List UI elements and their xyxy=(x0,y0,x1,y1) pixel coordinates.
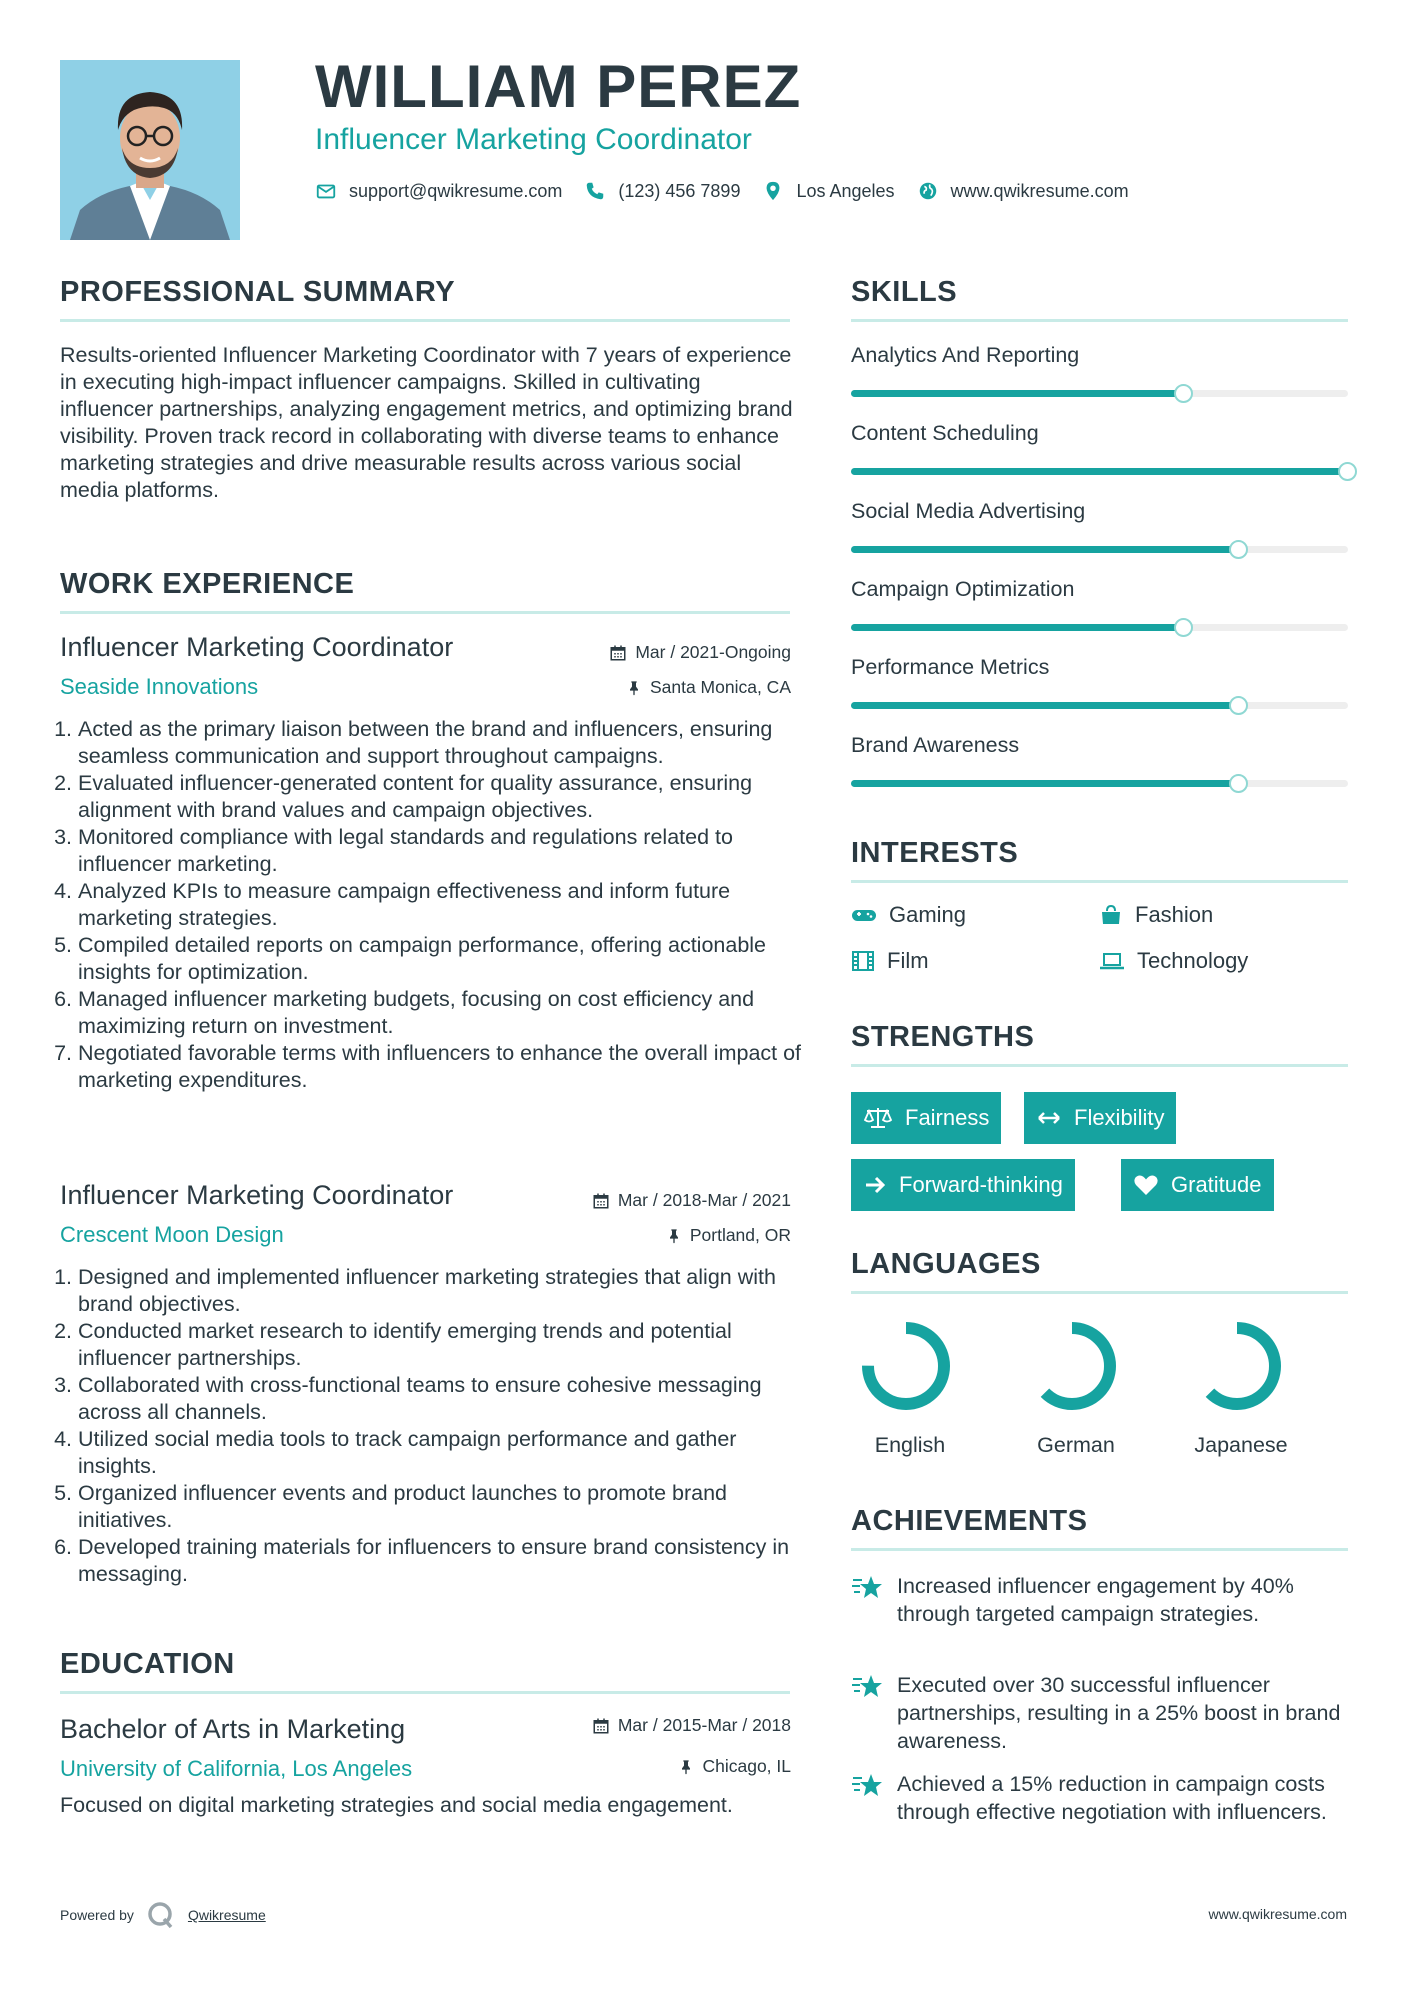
job-company: Crescent Moon Design xyxy=(60,1222,284,1247)
achievement-text: Executed over 30 successful influencer partnerships, resulting in a 25% boost in brand awareness. xyxy=(897,1673,1341,1753)
language-ring xyxy=(1189,1318,1285,1414)
job-bullet: 1. Acted as the primary liaison between the brand and influencers, ensuring seamless communication and support throughout campaigns. xyxy=(78,716,813,770)
interest-label: Gaming xyxy=(889,902,967,927)
education-dates xyxy=(592,1715,791,1736)
job-bullet: 7. Negotiated favorable terms with influencers to enhance the overall impact of marketing expenditures. xyxy=(78,1040,813,1094)
skill-fill xyxy=(851,390,1184,397)
skill-track xyxy=(851,546,1348,553)
skill-knob xyxy=(1229,540,1248,559)
interests-heading: INTERESTS xyxy=(851,837,1019,869)
job-bullet: 4. Analyzed KPIs to measure campaign effectiveness and inform future marketing strategies. xyxy=(78,878,813,932)
job-location xyxy=(666,1225,791,1246)
skill-fill xyxy=(851,780,1239,787)
achievement-item xyxy=(851,1572,1351,1628)
job-bullet: 1. Designed and implemented influencer marketing strategies that align with brand objectives. xyxy=(78,1264,813,1318)
achievement-text: Increased influencer engagement by 40% through targeted campaign strategies. xyxy=(897,1574,1294,1626)
job-bullet: 3. Monitored compliance with legal standards and regulations related to influencer marketing. xyxy=(78,824,813,878)
language-ring-arc xyxy=(1199,1328,1275,1404)
job-title: Influencer Marketing Coordinator xyxy=(60,1180,454,1210)
calendar-icon xyxy=(592,1192,610,1210)
skill-track xyxy=(851,390,1348,397)
qwikresume-logo-icon xyxy=(146,1900,176,1930)
achievement-item xyxy=(851,1770,1351,1826)
language-ring-arc xyxy=(1034,1328,1110,1404)
footer-powered-by xyxy=(60,1900,266,1930)
skill-name: Campaign Optimization xyxy=(851,577,1075,601)
experience-heading: WORK EXPERIENCE xyxy=(60,568,355,600)
profile-photo xyxy=(60,60,240,240)
skill-track xyxy=(851,468,1348,475)
education-school: University of California, Los Angeles xyxy=(60,1756,413,1781)
strength-chip xyxy=(851,1159,1075,1211)
pushpin-icon xyxy=(678,1758,694,1776)
job-bullet: 6. Developed training materials for influencers to ensure brand consistency in messaging. xyxy=(78,1534,813,1588)
skill-fill xyxy=(851,702,1239,709)
language-ring xyxy=(858,1318,954,1414)
achievements-rule xyxy=(851,1548,1348,1551)
skills-rule xyxy=(851,319,1348,322)
job-bullet: 6. Managed influencer marketing budgets, focusing on cost efficiency and maximizing return on investment. xyxy=(78,986,813,1040)
language-ring xyxy=(1024,1318,1120,1414)
powered-by-brand[interactable]: Qwikresume xyxy=(187,1907,266,1923)
job-company: Seaside Innovations xyxy=(60,674,259,699)
skill-knob xyxy=(1229,696,1248,715)
skill-name: Brand Awareness xyxy=(851,733,1020,757)
arrows-horizontal-icon xyxy=(1036,1106,1062,1130)
job-location xyxy=(626,677,791,698)
job-bullet: 5. Organized influencer events and product launches to promote brand initiatives. xyxy=(78,1480,813,1534)
experience-rule xyxy=(60,611,790,614)
summary-rule xyxy=(60,319,790,322)
interest-label: Fashion xyxy=(1135,902,1214,927)
candidate-title: Influencer Marketing Coordinator xyxy=(315,123,752,156)
balance-scale-icon xyxy=(863,1106,893,1130)
education-location xyxy=(678,1756,791,1777)
interests-rule xyxy=(851,880,1348,883)
strength-label: Forward-thinking xyxy=(899,1172,1063,1197)
achievements-heading: ACHIEVEMENTS xyxy=(851,1505,1088,1537)
education-description: Focused on digital marketing strategies and social media engagement. xyxy=(60,1793,733,1817)
skills-heading: SKILLS xyxy=(851,276,958,308)
education-rule xyxy=(60,1691,790,1694)
skill-track xyxy=(851,780,1348,787)
language-label: German xyxy=(1037,1433,1115,1457)
job-location-text: Portland, OR xyxy=(689,1225,791,1245)
envelope-icon xyxy=(315,180,337,202)
skill-track xyxy=(851,624,1348,631)
language-label: Japanese xyxy=(1194,1433,1288,1457)
language-label: English xyxy=(874,1433,946,1457)
interest-item xyxy=(851,948,929,974)
job-bullet: 2. Conducted market research to identify emerging trends and potential influencer partnerships. xyxy=(78,1318,813,1372)
laptop-icon xyxy=(1099,949,1125,973)
languages-heading: LANGUAGES xyxy=(851,1248,1041,1280)
skill-knob xyxy=(1174,384,1193,403)
languages-rule xyxy=(851,1291,1348,1294)
job-dates-text: Mar / 2021-Ongoing xyxy=(635,642,791,662)
achievement-text: Achieved a 15% reduction in campaign costs through effective negotiation with influencers. xyxy=(897,1772,1327,1824)
job-bullet: 3. Collaborated with cross-functional teams to ensure cohesive messaging across all channels. xyxy=(78,1372,813,1426)
job-bullets xyxy=(60,1264,813,1588)
pushpin-icon xyxy=(666,1227,682,1245)
skill-fill xyxy=(851,468,1348,475)
strength-chip xyxy=(1024,1092,1176,1144)
skill-name: Performance Metrics xyxy=(851,655,1050,679)
strength-label: Fairness xyxy=(905,1105,990,1130)
candidate-name: WILLIAM PEREZ xyxy=(315,53,802,120)
skill-fill xyxy=(851,624,1184,631)
education-degree: Bachelor of Arts in Marketing xyxy=(60,1714,406,1744)
strength-label: Gratitude xyxy=(1171,1172,1262,1197)
interest-label: Film xyxy=(887,948,929,973)
calendar-icon xyxy=(609,644,627,662)
shooting-star-icon xyxy=(851,1772,883,1800)
contact-email[interactable]: support@qwikresume.com xyxy=(349,180,563,201)
education-location-text: Chicago, IL xyxy=(702,1756,791,1776)
strength-chip xyxy=(1121,1159,1274,1211)
job-location-text: Santa Monica, CA xyxy=(649,677,791,697)
achievement-item xyxy=(851,1671,1351,1755)
phone-icon xyxy=(584,180,606,202)
job-bullet: 2. Evaluated influencer-generated content for quality assurance, ensuring alignment with brand values and campaign objectives. xyxy=(78,770,813,824)
skill-name: Content Scheduling xyxy=(851,421,1039,445)
skill-knob xyxy=(1338,462,1357,481)
summary-text: Results-oriented Influencer Marketing Coordinator with 7 years of experience in executing high-impact influencer campaigns. Skilled in cultivating influencer partnerships, analyzing engagement metrics, and optimizing brand visibility. Proven track record in collaborating with diverse teams to enhance marketing strategies and drive measurable results across various social media platforms. xyxy=(60,343,793,502)
strengths-rule xyxy=(851,1064,1348,1067)
arrow-right-icon xyxy=(863,1173,887,1197)
footer-website[interactable]: www.qwikresume.com xyxy=(1208,1906,1347,1922)
job-dates-text: Mar / 2018-Mar / 2021 xyxy=(617,1190,791,1210)
contact-location: Los Angeles xyxy=(796,180,895,201)
film-icon xyxy=(851,949,875,973)
contact-website[interactable]: www.qwikresume.com xyxy=(950,180,1129,201)
contact-bar xyxy=(315,180,1151,202)
language-ring-arc xyxy=(868,1328,944,1404)
skill-knob xyxy=(1174,618,1193,637)
skill-knob xyxy=(1229,774,1248,793)
shooting-star-icon xyxy=(851,1574,883,1602)
interest-item xyxy=(1099,902,1213,928)
job-bullet: 4. Utilized social media tools to track campaign performance and gather insights. xyxy=(78,1426,813,1480)
interest-label: Technology xyxy=(1137,948,1249,973)
job-bullet: 5. Compiled detailed reports on campaign performance, offering actionable insights for optimization. xyxy=(78,932,813,986)
gamepad-icon xyxy=(851,905,877,925)
education-dates-text: Mar / 2015-Mar / 2018 xyxy=(617,1715,791,1735)
job-dates xyxy=(609,642,791,663)
heart-icon xyxy=(1133,1173,1159,1197)
strength-label: Flexibility xyxy=(1074,1105,1165,1130)
job-bullets xyxy=(60,716,813,1094)
shooting-star-icon xyxy=(851,1673,883,1701)
pushpin-icon xyxy=(626,679,642,697)
strength-chip xyxy=(851,1092,1001,1144)
map-marker-icon xyxy=(762,180,784,202)
skill-name: Analytics And Reporting xyxy=(851,343,1080,367)
strengths-heading: STRENGTHS xyxy=(851,1021,1035,1053)
calendar-icon xyxy=(592,1717,610,1735)
contact-phone[interactable]: (123) 456 7899 xyxy=(618,180,741,201)
job-title: Influencer Marketing Coordinator xyxy=(60,632,454,662)
powered-by-label: Powered by xyxy=(60,1907,134,1923)
education-heading: EDUCATION xyxy=(60,1648,235,1680)
summary-heading: PROFESSIONAL SUMMARY xyxy=(60,276,456,308)
interest-item xyxy=(1099,948,1248,974)
skill-name: Social Media Advertising xyxy=(851,499,1086,523)
globe-icon xyxy=(917,180,939,202)
skill-track xyxy=(851,702,1348,709)
interest-item xyxy=(851,902,966,928)
shopping-bag-icon xyxy=(1099,903,1123,927)
job-dates xyxy=(592,1190,791,1211)
skill-fill xyxy=(851,546,1239,553)
